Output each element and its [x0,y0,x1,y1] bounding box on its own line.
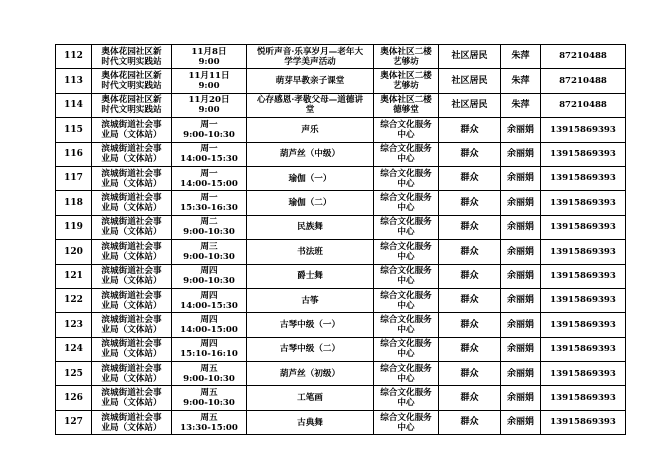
time-cell [172,386,247,410]
organizer-cell [92,191,172,215]
phone-cell: 13915869393 [541,215,626,239]
time-cell-line: 14:00-15:30 [180,154,238,165]
location-cell-line: 中心 [397,203,415,214]
time-cell-line: 14:00-15:00 [180,178,238,189]
organizer-cell-line: 奥体花园社区新 [101,46,162,57]
activity-cell-line: 悦听声音·乐享岁月—老年大 [256,46,364,57]
time-cell [172,215,247,239]
table-row [56,69,626,93]
contact-cell: 余丽娟 [501,166,541,190]
contact-cell: 余丽娟 [501,362,541,386]
location-cell [374,191,439,215]
audience-cell: 社区居民 [439,69,501,93]
location-cell [374,69,439,93]
table-row [56,142,626,166]
location-cell-line: 奥体社区二楼 [380,71,432,82]
row-number: 114 [56,93,92,117]
table-row [56,410,626,434]
audience-cell: 群众 [439,264,501,288]
location-cell-line: 综合文化服务 [380,193,432,204]
time-cell-line: 9:00-10:30 [183,227,235,238]
activity-cell-line: 工笔画 [297,393,323,404]
location-cell-line: 艺够坊 [393,81,419,92]
organizer-cell-line: 滨城街道社会事 [101,266,162,277]
contact-cell: 余丽娟 [501,118,541,142]
location-cell-line: 综合文化服务 [380,241,432,252]
phone-cell: 13915869393 [541,288,626,312]
organizer-cell-line: 业局（文体站） [101,324,162,335]
row-number: 122 [56,288,92,312]
table-row [56,313,626,337]
organizer-cell [92,93,172,117]
phone-cell: 13915869393 [541,362,626,386]
organizer-cell-line: 业局（文体站） [101,349,162,360]
time-cell [172,166,247,190]
contact-cell: 余丽娟 [501,313,541,337]
row-number: 123 [56,313,92,337]
location-cell-line: 综合文化服务 [380,119,432,130]
organizer-cell-line: 滨城街道社会事 [101,412,162,423]
activity-cell-line: 声乐 [301,124,319,135]
location-cell-line: 中心 [397,324,415,335]
phone-cell: 87210488 [541,69,626,93]
activity-cell [247,118,374,142]
table-row [56,45,626,69]
organizer-cell [92,362,172,386]
organizer-cell-line: 业局（文体站） [101,422,162,433]
organizer-cell-line: 业局（文体站） [101,227,162,238]
phone-cell: 13915869393 [541,337,626,361]
phone-cell: 13915869393 [541,142,626,166]
time-cell-line: 周五 [200,388,218,399]
contact-cell: 朱萍 [501,69,541,93]
row-number: 113 [56,69,92,93]
audience-cell: 群众 [439,118,501,142]
phone-cell: 87210488 [541,93,626,117]
activity-cell [247,240,374,264]
time-cell [172,337,247,361]
activity-cell [247,166,374,190]
location-cell [374,410,439,434]
time-cell-line: 周一 [200,168,218,179]
activity-cell-line: 古典舞 [297,417,323,428]
schedule-sheet [55,44,626,435]
activity-cell [247,337,374,361]
location-cell-line: 中心 [397,300,415,311]
organizer-cell-line: 滨城街道社会事 [101,363,162,374]
row-number: 115 [56,118,92,142]
time-cell-line: 周四 [200,290,218,301]
activity-cell [247,386,374,410]
activity-cell-line: 爵士舞 [297,271,323,282]
location-cell-line: 综合文化服务 [380,290,432,301]
table-row [56,337,626,361]
organizer-cell-line: 时代文明实践站 [101,105,162,116]
organizer-cell [92,166,172,190]
location-cell-line: 德够堂 [393,105,419,116]
row-number: 119 [56,215,92,239]
organizer-cell [92,313,172,337]
organizer-cell-line: 滨城街道社会事 [101,144,162,155]
location-cell-line: 中心 [397,373,415,384]
time-cell-line: 周二 [200,217,218,228]
audience-cell: 群众 [439,410,501,434]
organizer-cell [92,337,172,361]
time-cell-line: 周一 [200,144,218,155]
location-cell-line: 综合文化服务 [380,412,432,423]
location-cell-line: 艺够坊 [393,56,419,67]
table-row [56,118,626,142]
time-cell-line: 周三 [200,241,218,252]
organizer-cell-line: 业局（文体站） [101,129,162,140]
contact-cell: 余丽娟 [501,142,541,166]
time-cell [172,69,247,93]
activity-cell-line: 民族舞 [297,222,323,233]
time-cell [172,142,247,166]
row-number: 124 [56,337,92,361]
activity-table [55,44,626,435]
location-cell [374,313,439,337]
time-cell [172,93,247,117]
location-cell-line: 综合文化服务 [380,339,432,350]
table-row [56,264,626,288]
activity-cell [247,288,374,312]
organizer-cell-line: 滨城街道社会事 [101,339,162,350]
time-cell-line: 11月8日 [191,46,227,57]
audience-cell: 群众 [439,288,501,312]
time-cell [172,264,247,288]
activity-cell [247,264,374,288]
contact-cell: 余丽娟 [501,264,541,288]
location-cell [374,215,439,239]
row-number: 127 [56,410,92,434]
time-cell-line: 15:30-16:30 [180,203,238,214]
organizer-cell [92,288,172,312]
location-cell-line: 综合文化服务 [380,217,432,228]
organizer-cell-line: 业局（文体站） [101,154,162,165]
organizer-cell-line: 业局（文体站） [101,300,162,311]
activity-cell [247,93,374,117]
phone-cell: 13915869393 [541,118,626,142]
contact-cell: 朱萍 [501,45,541,69]
location-cell [374,45,439,69]
location-cell-line: 奥体社区二楼 [380,46,432,57]
location-cell [374,240,439,264]
phone-cell: 13915869393 [541,264,626,288]
location-cell-line: 综合文化服务 [380,168,432,179]
time-cell-line: 9:00-10:30 [183,251,235,262]
activity-cell-line: 古琴中级（一） [279,319,341,330]
location-cell-line: 中心 [397,227,415,238]
activity-cell-line: 萌芽早教亲子课堂 [275,76,345,87]
organizer-cell-line: 业局（文体站） [101,373,162,384]
activity-cell-line: 瑜伽（一） [288,173,332,184]
location-cell-line: 中心 [397,178,415,189]
time-cell-line: 13:30-15:00 [180,422,238,433]
phone-cell: 13915869393 [541,410,626,434]
time-cell-line: 周一 [200,193,218,204]
location-cell-line: 奥体社区二楼 [380,95,432,106]
location-cell-line: 中心 [397,154,415,165]
location-cell-line: 中心 [397,129,415,140]
location-cell-line: 中心 [397,251,415,262]
organizer-cell-line: 业局（文体站） [101,251,162,262]
audience-cell: 社区居民 [439,93,501,117]
row-number: 116 [56,142,92,166]
time-cell-line: 9:00 [198,81,220,92]
time-cell-line: 9:00-10:30 [183,276,235,287]
location-cell-line: 综合文化服务 [380,388,432,399]
time-cell [172,118,247,142]
row-number: 118 [56,191,92,215]
organizer-cell [92,69,172,93]
phone-cell: 13915869393 [541,386,626,410]
activity-cell-line: 书法班 [297,246,323,257]
location-cell-line: 综合文化服务 [380,266,432,277]
time-cell-line: 周四 [200,266,218,277]
location-cell [374,386,439,410]
audience-cell: 群众 [439,215,501,239]
activity-cell [247,215,374,239]
phone-cell: 13915869393 [541,240,626,264]
time-cell-line: 14:00-15:30 [180,300,238,311]
organizer-cell-line: 滨城街道社会事 [101,388,162,399]
row-number: 126 [56,386,92,410]
time-cell-line: 周四 [200,339,218,350]
time-cell-line: 9:00-10:30 [183,398,235,409]
contact-cell: 余丽娟 [501,191,541,215]
contact-cell: 余丽娟 [501,288,541,312]
location-cell [374,166,439,190]
table-row [56,362,626,386]
row-number: 120 [56,240,92,264]
row-number: 112 [56,45,92,69]
time-cell-line: 周一 [200,119,218,130]
location-cell [374,142,439,166]
activity-cell [247,69,374,93]
organizer-cell-line: 业局（文体站） [101,203,162,214]
table-body [56,45,626,435]
organizer-cell-line: 滨城街道社会事 [101,217,162,228]
location-cell [374,362,439,386]
activity-cell-line: 学学美声活动 [284,56,336,67]
organizer-cell-line: 滨城街道社会事 [101,241,162,252]
organizer-cell [92,142,172,166]
activity-cell-line: 心存感恩·孝敬父母—道德讲 [256,95,364,106]
contact-cell: 余丽娟 [501,240,541,264]
time-cell-line: 9:00-10:30 [183,373,235,384]
location-cell-line: 综合文化服务 [380,363,432,374]
row-number: 125 [56,362,92,386]
time-cell [172,410,247,434]
audience-cell: 群众 [439,191,501,215]
time-cell-line: 9:00 [198,56,220,67]
phone-cell: 13915869393 [541,191,626,215]
contact-cell: 余丽娟 [501,215,541,239]
organizer-cell [92,118,172,142]
location-cell [374,118,439,142]
audience-cell: 群众 [439,142,501,166]
table-row [56,215,626,239]
audience-cell: 群众 [439,166,501,190]
time-cell-line: 周四 [200,314,218,325]
time-cell-line: 9:00-10:30 [183,129,235,140]
table-row [56,240,626,264]
time-cell-line: 15:10-16:10 [180,349,238,360]
audience-cell: 群众 [439,362,501,386]
audience-cell: 社区居民 [439,45,501,69]
location-cell-line: 综合文化服务 [380,314,432,325]
activity-cell [247,45,374,69]
organizer-cell-line: 滨城街道社会事 [101,168,162,179]
phone-cell: 13915869393 [541,313,626,337]
location-cell [374,93,439,117]
organizer-cell-line: 业局（文体站） [101,398,162,409]
organizer-cell [92,386,172,410]
organizer-cell-line: 时代文明实践站 [101,56,162,67]
organizer-cell-line: 业局（文体站） [101,276,162,287]
audience-cell: 群众 [439,313,501,337]
contact-cell: 朱萍 [501,93,541,117]
organizer-cell [92,264,172,288]
phone-cell: 13915869393 [541,166,626,190]
table-row [56,166,626,190]
time-cell-line: 周五 [200,412,218,423]
time-cell [172,362,247,386]
organizer-cell [92,45,172,69]
time-cell-line: 11月11日 [188,71,230,82]
contact-cell: 余丽娟 [501,410,541,434]
organizer-cell [92,240,172,264]
location-cell-line: 中心 [397,349,415,360]
organizer-cell-line: 滨城街道社会事 [101,290,162,301]
time-cell [172,45,247,69]
organizer-cell-line: 时代文明实践站 [101,81,162,92]
activity-cell [247,191,374,215]
organizer-cell-line: 滨城街道社会事 [101,193,162,204]
location-cell-line: 中心 [397,398,415,409]
organizer-cell-line: 滨城街道社会事 [101,314,162,325]
time-cell-line: 11月20日 [188,95,230,106]
activity-cell-line: 古琴中级（二） [279,344,341,355]
organizer-cell-line: 业局（文体站） [101,178,162,189]
activity-cell-line: 葫芦丝（初级） [279,368,341,379]
location-cell-line: 中心 [397,276,415,287]
activity-cell [247,142,374,166]
activity-cell [247,410,374,434]
audience-cell: 群众 [439,386,501,410]
organizer-cell [92,410,172,434]
location-cell [374,337,439,361]
organizer-cell [92,215,172,239]
activity-cell-line: 古筝 [301,295,319,306]
location-cell-line: 综合文化服务 [380,144,432,155]
table-row [56,386,626,410]
table-row [56,288,626,312]
time-cell [172,240,247,264]
contact-cell: 余丽娟 [501,337,541,361]
organizer-cell-line: 奥体花园社区新 [101,71,162,82]
time-cell-line: 周五 [200,363,218,374]
location-cell [374,288,439,312]
activity-cell-line: 葫芦丝（中级） [279,149,341,160]
location-cell [374,264,439,288]
time-cell [172,191,247,215]
location-cell-line: 中心 [397,422,415,433]
organizer-cell-line: 奥体花园社区新 [101,95,162,106]
activity-cell-line: 瑜伽（二） [288,198,332,209]
table-row [56,191,626,215]
contact-cell: 余丽娟 [501,386,541,410]
time-cell-line: 9:00 [198,105,220,116]
phone-cell: 87210488 [541,45,626,69]
row-number: 117 [56,166,92,190]
activity-cell-line: 堂 [305,105,315,116]
activity-cell [247,313,374,337]
organizer-cell-line: 滨城街道社会事 [101,119,162,130]
row-number: 121 [56,264,92,288]
table-row [56,93,626,117]
time-cell-line: 14:00-15:00 [180,324,238,335]
audience-cell: 群众 [439,240,501,264]
time-cell [172,288,247,312]
activity-cell [247,362,374,386]
audience-cell: 群众 [439,337,501,361]
time-cell [172,313,247,337]
